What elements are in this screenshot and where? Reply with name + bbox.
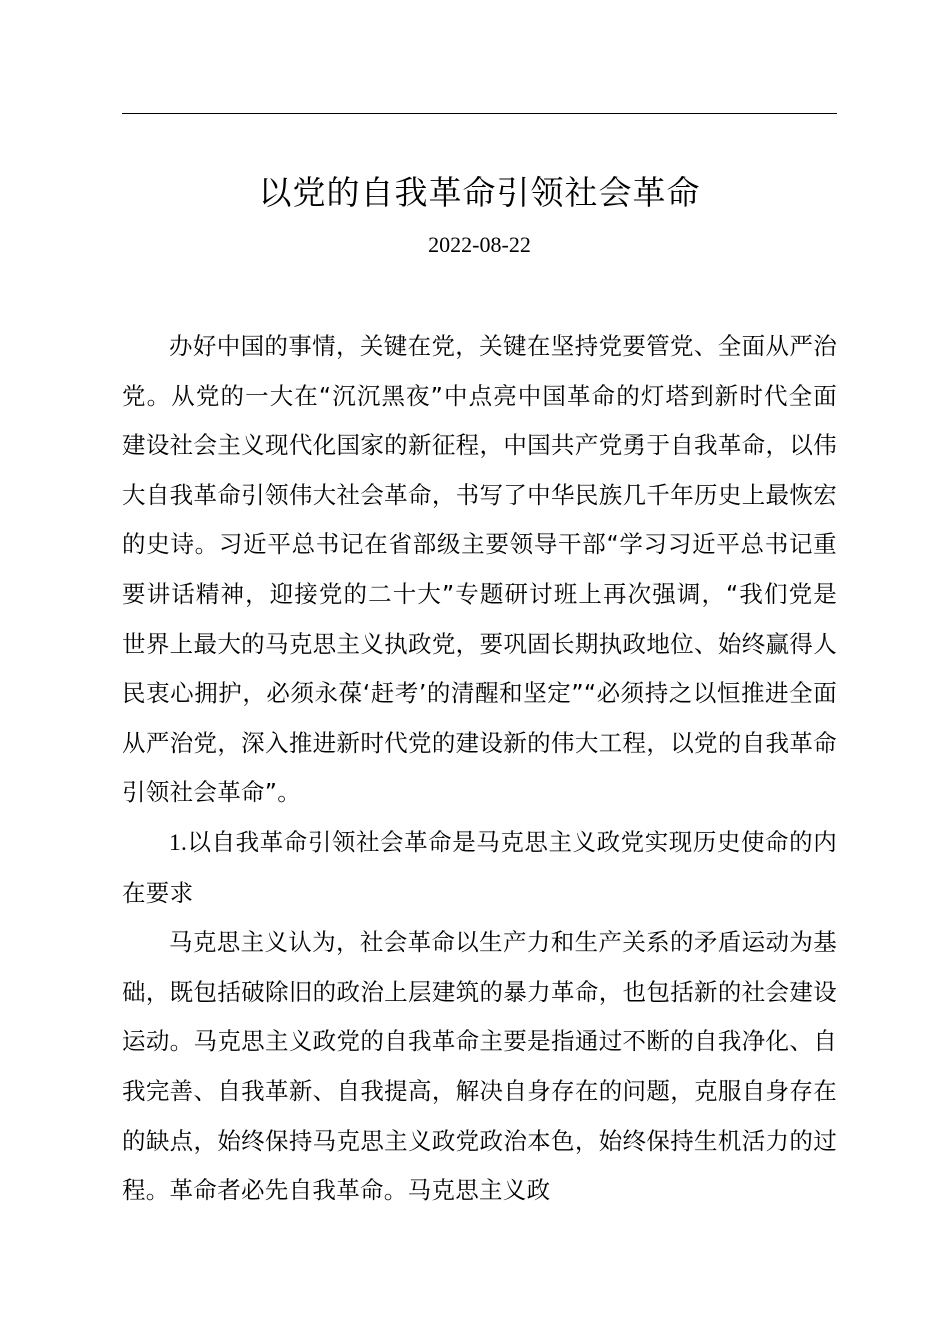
paragraph-section-1: 马克思主义认为，社会革命以生产力和生产关系的矛盾运动为基础，既包括破除旧的政治上层建筑的暴力革命，也包括新的社会建设运动。马克思主义政党的自我革命主要是指通过不断的自我净化、自我完善、自我革新、自我提高，解决自身存在的问题，克服自身存在的缺点，始终保持马克思主义政党政治本色，始终保持生机活力的过程。革命者必先自我革命。马克思主义政 [122,928,837,1205]
section-number: 1. [169,829,188,856]
section-heading-text: 以自我革命引领社会革命是马克思主义政党实现历史使命的内在要求 [122,827,837,907]
header-rule [122,113,837,114]
document-body [122,322,837,1216]
document-title: 以党的自我革命引领社会革命 [258,173,701,212]
paragraph-intro: 办好中国的事情，关键在党，关键在坚持党要管党、全面从严治党。从党的一大在“沉沉黑夜”中点亮中国革命的灯塔到新时代全面建设社会主义现代化国家的新征程，中国共产党勇于自我革命，以伟大自我革命引领伟大社会革命，书写了中华民族几千年历史上最恢宏的史诗。习近平总书记在省部级主要领导干部“学习习近平总书记重要讲话精神，迎接党的二十大”专题研讨班上再次强调，“我们党是世界上最大的马克思主义执政党，要巩固长期执政地位、始终赢得人民衷心拥护，必须永葆‘赶考’的清醒和坚定”“必须持之以恒推进全面从严治党，深入推进新时代党的建设新的伟大工程，以党的自我革命引领社会革命”。 [122,332,837,807]
section-heading-1 [122,818,837,918]
document-date: 2022-08-22 [428,232,531,257]
